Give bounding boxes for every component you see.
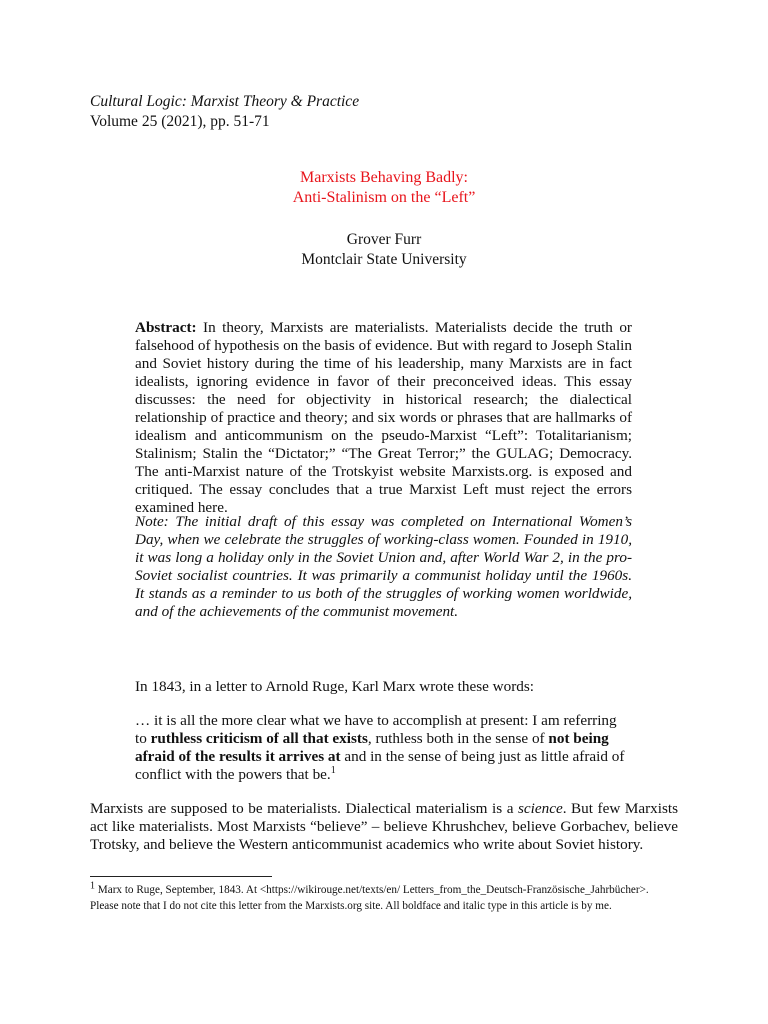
footnote-text: Marx to Ruge, September, 1843. At <https://wikirouge.net/texts/en/ Letters_from_the_Deutsch-Französische_Jahrbücher>. Please note that I do not cite this letter from the Marxists.org site. All boldface and italic type in this article is by me. bbox=[90, 884, 649, 912]
quote-text-1: … it is all the more clear what we have to accomplish at present: I am referring to bbox=[135, 712, 617, 747]
article-title-line-1: Marxists Behaving Badly: bbox=[300, 169, 468, 186]
author-name: Grover Furr bbox=[346, 231, 422, 248]
article-title bbox=[0, 168, 768, 208]
footnote-divider bbox=[90, 876, 272, 877]
author-affiliation: Montclair State University bbox=[301, 251, 467, 268]
journal-header bbox=[90, 92, 359, 132]
footnote bbox=[90, 882, 678, 914]
body-text-2: . But few Marxists act like materialists. Most Marxists “believe” – believe Khrushchev, believe Gorbachev, believe Trotsky, and believe the Western anticommunist academics who write about Soviet history. bbox=[90, 800, 678, 853]
article-title-line-2: Anti-Stalinism on the “Left” bbox=[292, 189, 476, 206]
note-paragraph: Note: The initial draft of this essay was completed on International Women’s Day, when we celebrate the struggles of working-class women. Founded in 1910, it was long a holiday only in the Soviet Union and, after World War 2, in the pro-Soviet socialist countries. It was primarily a communist holiday until the 1960s. It stands as a reminder to us both of the struggles of working women worldwide, and of the achievements of the communist movement. bbox=[135, 513, 632, 620]
journal-volume: Volume 25 (2021), pp. 51-71 bbox=[90, 113, 270, 130]
footnote-number: 1 bbox=[90, 880, 95, 892]
quote-text-3: and in the sense of being just as little afraid of conflict with the powers that be. bbox=[135, 748, 625, 783]
intro-paragraph: In 1843, in a letter to Arnold Ruge, Karl Marx wrote these words: bbox=[135, 678, 535, 695]
journal-name: Cultural Logic: Marxist Theory & Practice bbox=[90, 93, 360, 110]
abstract-text: In theory, Marxists are materialists. Materialists decide the truth or falsehood of hypothesis on the basis of evidence. But with regard to Joseph Stalin and Soviet history during the time of his leadership, many Marxists are in fact idealists, ignoring evidence in favor of their preconceived ideas. This essay discusses: the need for objectivity in historical research; the dialectical relationship of practice and theory; and six words or phrases that are hallmarks of idealism and anticommunism on the pseudo-Marxist “Left”: Totalitarianism; Stalinism; Stalin the “Dictator;” “The Great Terror;” the GULAG; Democracy. The anti-Marxist nature of the Trotskyist website Marxists.org. is exposed and critiqued. The essay concludes that a true Marxist Left must reject the errors examined here. bbox=[135, 319, 632, 516]
quote-text-2: , ruthless both in the sense of bbox=[367, 730, 549, 747]
body-paragraph bbox=[90, 800, 678, 854]
block-quote bbox=[135, 712, 632, 784]
author-block bbox=[0, 230, 768, 270]
body-text-1: Marxists are supposed to be materialists. Dialectical materialism is a bbox=[90, 800, 518, 817]
quote-bold-1: ruthless criticism of all that exists bbox=[150, 730, 368, 747]
footnote-reference: 1 bbox=[330, 764, 336, 776]
quote-bold-2: not being afraid of the results it arrives at bbox=[135, 730, 609, 765]
abstract-paragraph bbox=[135, 319, 632, 517]
abstract-label: Abstract: bbox=[135, 319, 197, 336]
body-italic-1: science bbox=[518, 800, 563, 817]
